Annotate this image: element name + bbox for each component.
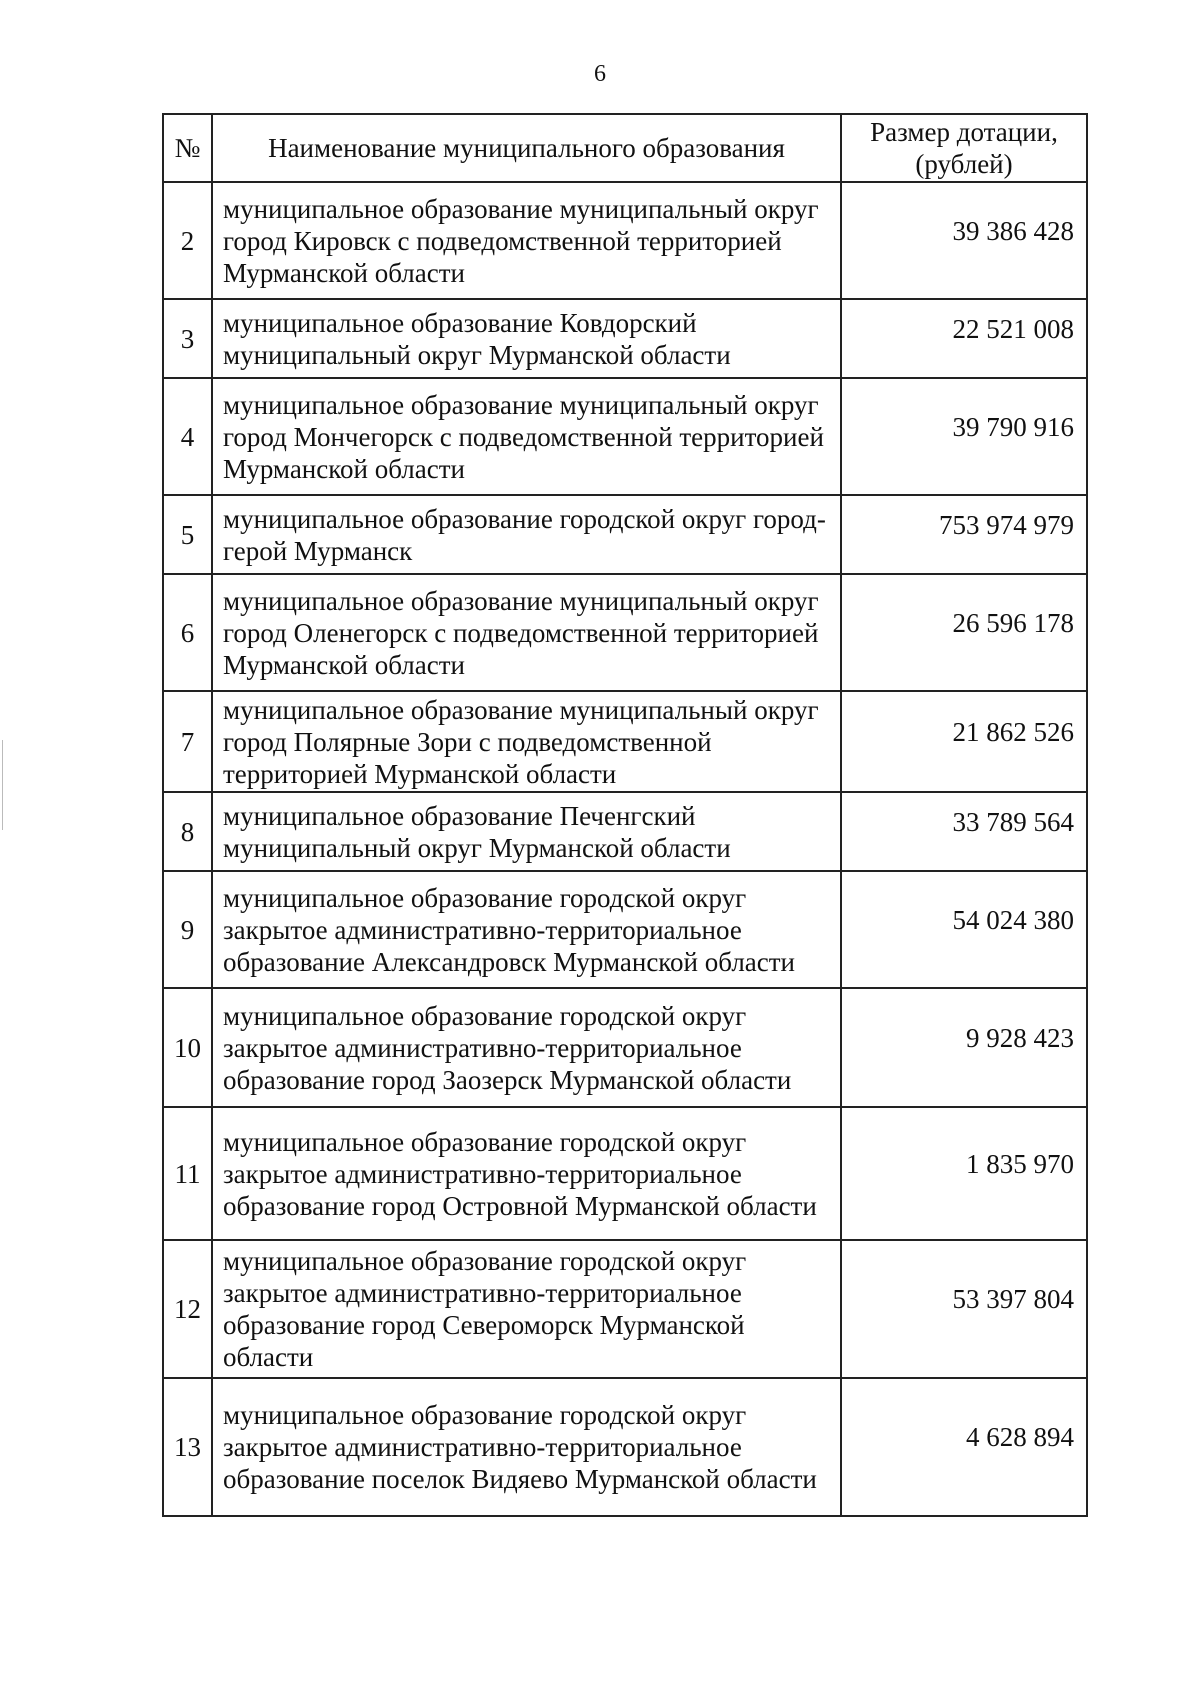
row-number: 3	[163, 299, 212, 378]
row-amount-value: 1 835 970	[966, 1148, 1074, 1179]
row-name: муниципальное образование городской округ закрытое административно-территориальное образование Александровск Мурманской области	[212, 871, 841, 988]
row-amount	[841, 574, 1087, 691]
table-row	[163, 378, 1087, 495]
row-amount	[841, 378, 1087, 495]
row-number: 11	[163, 1107, 212, 1240]
row-name: муниципальное образование Печенгский муниципальный округ Мурманской области	[212, 792, 841, 871]
row-amount-value: 4 628 894	[966, 1422, 1074, 1452]
row-amount	[841, 1240, 1087, 1378]
row-number: 9	[163, 871, 212, 988]
table-row	[163, 1240, 1087, 1378]
row-name: муниципальное образование муниципальный округ город Полярные Зори с подведомственной территорией Мурманской области	[212, 691, 841, 792]
row-amount-value: 22 521 008	[952, 313, 1074, 344]
row-number: 4	[163, 378, 212, 495]
row-number: 13	[163, 1378, 212, 1516]
row-name: муниципальное образование городской округ город-герой Мурманск	[212, 495, 841, 574]
row-amount	[841, 182, 1087, 299]
row-number: 7	[163, 691, 212, 792]
table-row	[163, 1378, 1087, 1516]
row-amount	[841, 691, 1087, 792]
row-name: муниципальное образование городской округ закрытое административно-территориальное образование город Североморск Мурманской области	[212, 1240, 841, 1378]
table-row	[163, 988, 1087, 1107]
table-row	[163, 1107, 1087, 1240]
row-name: муниципальное образование городской округ закрытое административно-территориальное образование поселок Видяево Мурманской области	[212, 1378, 841, 1516]
header-name: Наименование муниципального образования	[212, 114, 841, 182]
row-name: муниципальное образование Ковдорский муниципальный округ Мурманской области	[212, 299, 841, 378]
row-name: муниципальное образование городской округ закрытое административно-территориальное образование город Островной Мурманской области	[212, 1107, 841, 1240]
row-amount	[841, 792, 1087, 871]
scan-edge-mark	[2, 740, 5, 830]
row-amount-value: 26 596 178	[952, 607, 1074, 638]
table-row	[163, 574, 1087, 691]
row-amount-value: 39 790 916	[952, 411, 1074, 442]
grant-table	[162, 113, 1088, 1517]
table-row	[163, 299, 1087, 378]
row-amount	[841, 871, 1087, 988]
table-row	[163, 871, 1087, 988]
row-name: муниципальное образование муниципальный округ город Кировск с подведомственной территорией Мурманской области	[212, 182, 841, 299]
row-amount	[841, 988, 1087, 1107]
table-row	[163, 691, 1087, 792]
row-amount	[841, 1378, 1087, 1516]
page-number: 6	[594, 61, 606, 87]
row-number: 5	[163, 495, 212, 574]
header-amount: Размер дотации, (рублей)	[841, 114, 1087, 182]
row-amount-value: 21 862 526	[952, 716, 1074, 747]
row-amount	[841, 299, 1087, 378]
table-row	[163, 182, 1087, 299]
row-number: 10	[163, 988, 212, 1107]
row-number: 2	[163, 182, 212, 299]
table-row	[163, 792, 1087, 871]
row-number: 12	[163, 1240, 212, 1378]
row-amount-value: 9 928 423	[966, 1022, 1074, 1053]
row-amount-value: 753 974 979	[939, 509, 1074, 540]
row-amount-value: 33 789 564	[952, 806, 1074, 837]
row-amount-value: 53 397 804	[952, 1284, 1074, 1314]
row-amount	[841, 1107, 1087, 1240]
row-name: муниципальное образование муниципальный округ город Оленегорск с подведомственной территорией Мурманской области	[212, 574, 841, 691]
row-number: 8	[163, 792, 212, 871]
row-name: муниципальное образование муниципальный округ город Мончегорск с подведомственной территорией Мурманской области	[212, 378, 841, 495]
row-amount-value: 39 386 428	[952, 215, 1074, 246]
header-num: №	[163, 114, 212, 182]
row-amount	[841, 495, 1087, 574]
row-number: 6	[163, 574, 212, 691]
table-header-row	[163, 114, 1087, 182]
row-name: муниципальное образование городской округ закрытое административно-территориальное образование город Заозерск Мурманской области	[212, 988, 841, 1107]
table-row	[163, 495, 1087, 574]
row-amount-value: 54 024 380	[952, 904, 1074, 935]
